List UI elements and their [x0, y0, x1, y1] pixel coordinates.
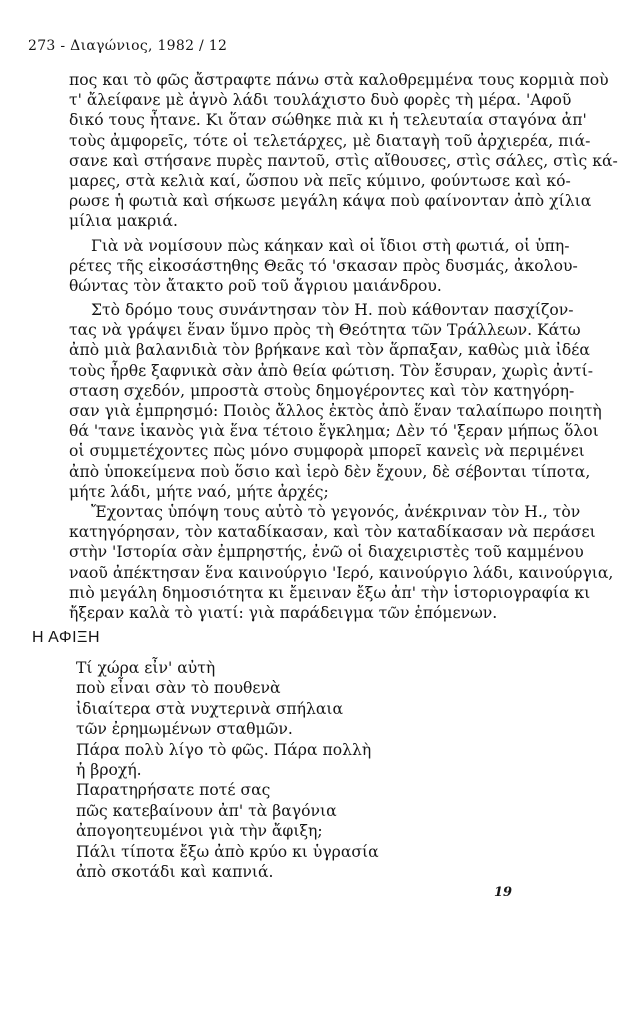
prose-line: ρωσε ἡ φωτιὰ καὶ σήκωσε μεγάλη κάψα ποὺ φαίνονταν ἀπὸ χίλια	[69, 192, 592, 211]
page-number: 19	[494, 885, 513, 900]
poem-line: Τί χώρα εἶν' αὐτὴ	[76, 659, 216, 677]
prose-line: τ' ἄλείφανε μὲ ἁγνὸ λάδι τουλάχιστο δυὸ φορὲς τὴ μέρα. 'Αφοῦ	[69, 91, 572, 110]
prose-line: πος και τὸ φῶς ἄστραφτε πάνω στὰ καλοθρεμμένα τους κορμιὰ ποὺ	[69, 71, 609, 89]
prose-line: Ἔχοντας ὑπόψη τους αὐτὸ τὸ γεγονός, ἀνέκριναν τὸν Η., τὸν	[91, 502, 581, 521]
prose-line: σταση σχεδόν, μπροστὰ στοὺς δημογέροντες καὶ τὸν κατηγόρη-	[69, 381, 575, 400]
section-title: Η ΑΦΙΞΗ	[32, 629, 100, 646]
prose-line: ρέτες τῆς εἰκοσάστηθης Θεᾶς τό 'σκασαν πρὸς δυσμάς, ἀκολου-	[69, 256, 578, 275]
prose-line: θώντας τὸν ἄτακτο ροῦ τοῦ ἄγριου μαιάνδρου.	[69, 276, 442, 295]
poem-body	[76, 658, 379, 882]
prose-line: στὴν 'Ιστορία σὰν ἐμπρηστής, ἐνῶ οἱ διαχειριστὲς τοῦ καμμένου	[69, 543, 584, 562]
poem-line: ἰδιαίτερα στὰ νυχτερινὰ σπήλαια	[76, 699, 344, 718]
prose-line: μαρες, στὰ κελιὰ καί, ὥσπου νὰ πεῖς κύμινο, φούντωσε καὶ κό-	[69, 171, 571, 190]
prose-line: οἱ συμμετέχοντες πὼς μόνο συμφορὰ μπορεῖ κανεὶς νὰ περιμένει	[69, 442, 585, 461]
running-header: 273 - Διαγώνιος, 1982 / 12	[28, 38, 228, 54]
prose-line: ναοῦ ἀπέκτησαν ἕνα καινούργιο 'Ιερό, καινούργιο λάδι, καινούργια,	[69, 563, 614, 582]
poem-line: Παρατηρήσατε ποτέ σας	[76, 781, 271, 800]
poem-line: ποὺ εἶναι σὰν τὸ πουθενὰ	[76, 679, 281, 698]
prose-line: θά 'τανε ἱκανὸς γιὰ ἕνα τέτοιο ἔγκλημα; Δὲν τό 'ξεραν μήπως ὅλοι	[69, 422, 599, 441]
prose-line: σαν γιὰ ἐμπρησμό: Ποιὸς ἄλλος ἐκτὸς ἀπὸ ἕναν ταλαίπωρο ποιητὴ	[69, 402, 602, 420]
prose-line: κατηγόρησαν, τὸν καταδίκασαν, καὶ τὸν καταδίκασαν νὰ περάσει	[69, 523, 596, 542]
poem-line: ἀπὸ σκοτάδι καὶ καπνιά.	[76, 862, 274, 881]
prose-line: τοὺς ἦρθε ξαφνικὰ σὰν ἀπὸ θεία φώτιση. Τὸν ἔσυραν, χωρὶς ἀντί-	[69, 361, 594, 380]
prose-line: μήτε λάδι, μήτε ναό, μήτε ἀρχές;	[69, 482, 329, 501]
poem-line: τῶν ἐρημωμένων σταθμῶν.	[76, 720, 293, 739]
poem-line: πῶς κατεβαίνουν ἀπ' τὰ βαγόνια	[76, 801, 337, 820]
prose-line: σανε καὶ στήσανε πυρὲς παντοῦ, στὶς αἴθουσες, στὶς σάλες, στὶς κά-	[69, 151, 618, 170]
prose-line: ἀπὸ μιὰ βαλανιδιὰ τὸν βρήκανε καὶ τὸν ἅρπαξαν, καθὼς μιὰ ἰδέα	[69, 341, 590, 360]
prose-line: μίλια μακριά.	[69, 212, 178, 231]
prose-body	[69, 70, 618, 623]
prose-line: Στὸ δρόμο τους συνάντησαν τὸν Η. ποὺ κάθονταν πασχίζον-	[91, 301, 574, 320]
prose-line: πιὸ μεγάλη δημοσιότητα κι ἔμειναν ἔξω ἀπ' τὴν ἱστοριογραφία κι	[69, 583, 591, 602]
poem-line: ἡ βροχή.	[76, 760, 142, 779]
prose-line: τας νὰ γράψει ἕναν ὕμνο πρὸς τὴ Θεότητα τῶν Τράλλεων. Κάτω	[69, 321, 581, 340]
poem-line: ἀπογοητευμένοι γιὰ τὴν ἄφιξη;	[76, 822, 323, 841]
prose-line: Γιὰ νὰ νομίσουν πὼς κάηκαν καὶ οἱ ἴδιοι στὴ φωτιά, οἱ ὑπη-	[91, 236, 570, 255]
poem-line: Πάλι τίποτα ἔξω ἀπὸ κρύο κι ὑγρασία	[76, 842, 379, 861]
prose-line: δικό τους ἦτανε. Κι ὅταν σώθηκε πιὰ κι ἡ τελευταία σταγόνα ἀπ'	[69, 111, 587, 130]
prose-line: τοὺς ἀμφορεῖς, τότε οἱ τελετάρχες, μὲ διαταγὴ τοῦ ἀρχιερέα, πιά-	[69, 131, 591, 150]
prose-line: ἀπὸ ὑποκείμενα ποὺ ὅσιο καὶ ἱερὸ δὲν ἔχουν, δὲ σέβονται τίποτα,	[69, 462, 591, 481]
poem-line: Πάρα πολὺ λίγο τὸ φῶς. Πάρα πολλὴ	[76, 740, 372, 759]
prose-line: ἤξεραν καλὰ τὸ γιατί: γιὰ παράδειγμα τῶν ἑπόμενων.	[69, 603, 498, 622]
